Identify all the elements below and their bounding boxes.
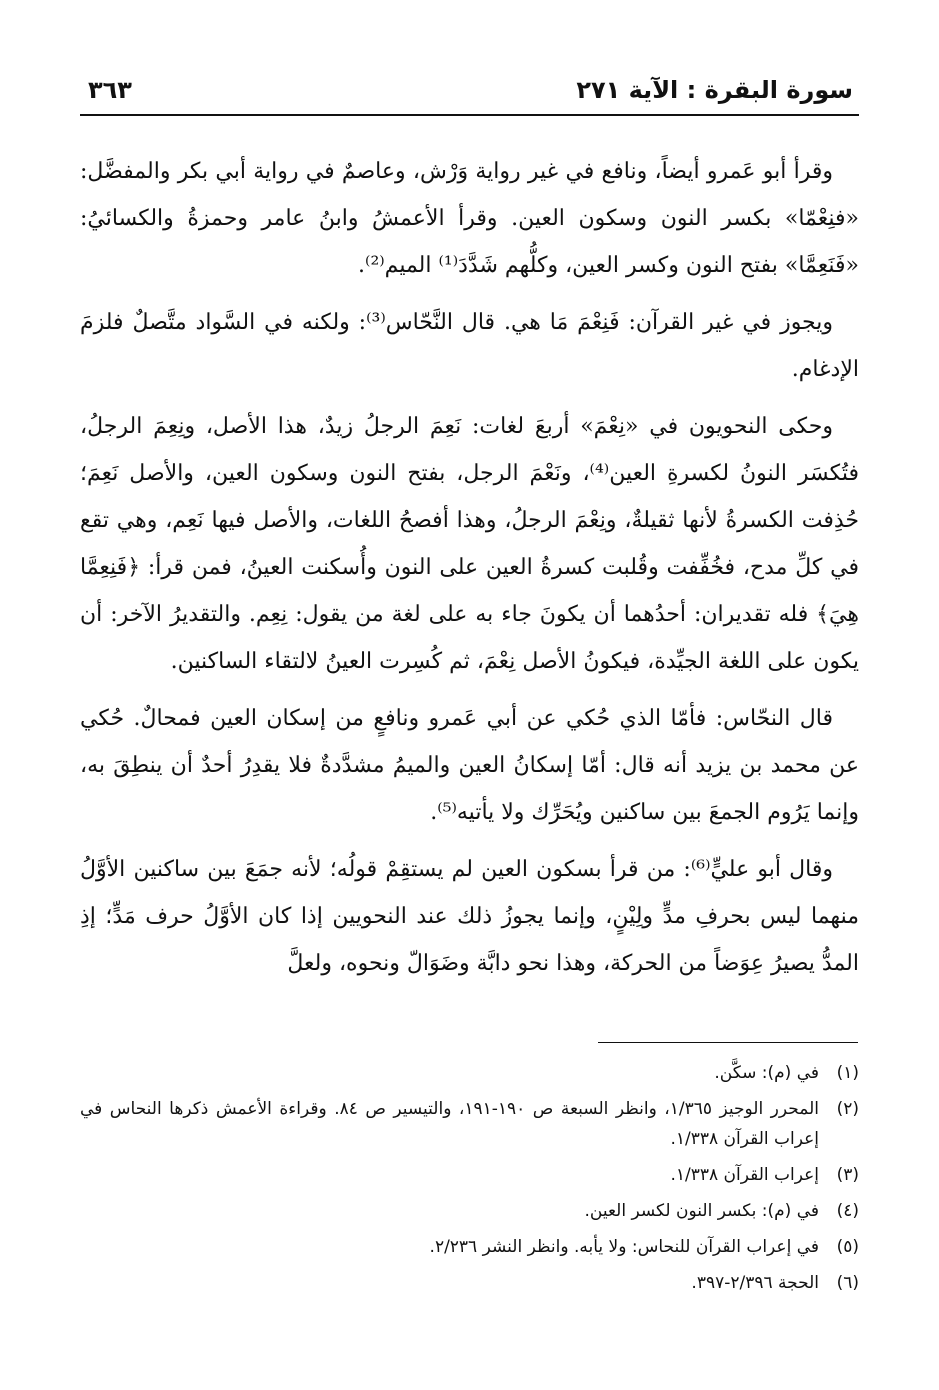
footnote-number: (١) xyxy=(836,1063,859,1083)
paragraph: وقرأ أبو عَمرو أيضاً، ونافع في غير رواية وَرْش، وعاصمٌ في رواية أبي بكر والمفضَّل: «فنِعْمّا» بكسر النون وسكون العين. وقرأ الأعمشُ وابنُ عامر وحمزةُ والكسائيُ: «فَنَعِمَّا» بفتح النون وكسر العين، وكلُّهم شَدَّدَ⁽¹⁾ الميم⁽²⁾. xyxy=(80,159,859,278)
footnote xyxy=(80,1160,859,1190)
footnote-text: المحرر الوجيز ١/٣٦٥، وانظر السبعة ص ١٩٠-١٩١، والتيسير ص ٨٤. وقراءة الأعمش ذكرها النحاس في إعراب القرآن ١/٣٣٨. xyxy=(80,1099,819,1149)
page-header xyxy=(80,70,859,116)
paragraph: وقال أبو عليٍّ⁽⁶⁾: من قرأ بسكون العين لم يستقِمْ قولُه؛ لأنه جمَعَ بين ساكنين الأوَّلُ منهما ليس بحرفِ مدٍّ ولِيْنٍ، وإنما يجوزُ ذلك عند النحويين إذا كان الأوَّلُ حرف مَدٍّ؛ إذِ المدُّ يصيرُ عِوَضاً من الحركة، وهذا نحو دابَّة وضَوَالّ ونحوه، ولعلَّ xyxy=(80,857,859,976)
footnote xyxy=(80,1268,859,1298)
footnote-text: إعراب القرآن ١/٣٣٨. xyxy=(670,1165,819,1185)
footnote-text: في (م): بكسر النون لكسر العين. xyxy=(584,1201,819,1221)
footnote-text: الحجة ٢/٣٩٦-٣٩٧. xyxy=(691,1273,819,1293)
footnote-number: (٦) xyxy=(836,1273,859,1293)
paragraph: وحكى النحويون في «نِعْمَ» أربعَ لغات: نَعِمَ الرجلُ زيدٌ، هذا الأصل، ونِعِمَ الرجلُ، فتُكسَر النونُ لكسرةِ العين⁽⁴⁾، ونَعْمَ الرجل، بفتح النون وسكون العين، والأصل نَعِمَ؛ حُذِفت الكسرةُ لأنها ثقيلةٌ، ونِعْمَ الرجلُ، وهذا أفصحُ اللغات، والأصل فيها نَعِم، وهي تقع في كلِّ مدح، فخُفِّفت وقُلبت كسرةُ العين على النون وأُسكنت العينُ، فمن قرأ: ﴿فَنِعِمَّا هِيَ﴾ فله تقديران: أحدُهما أن يكونَ جاء به على لغة من يقول: نِعِم. والتقديرُ الآخر: أن يكون على اللغة الجيِّدة، فيكونُ الأصل نِعْمَ، ثم كُسِرت العينُ لالتقاء الساكنين. xyxy=(80,414,859,674)
paragraph: ويجوز في غير القرآن: فَنِعْمَ مَا هي. قال النَّحّاس⁽³⁾: ولكنه في السَّواد متَّصلٌ فلزمَ الإدغام. xyxy=(80,310,859,382)
footnote-number: (٢) xyxy=(836,1099,859,1119)
page-number: ٣٦٣ xyxy=(88,76,132,104)
footnote-text: في إعراب القرآن للنحاس: ولا يأبه. وانظر النشر ٢/٢٣٦. xyxy=(429,1237,819,1257)
running-title: سورة البقرة : الآية ٢٧١ xyxy=(576,76,853,104)
footnote-number: (٤) xyxy=(836,1201,859,1221)
footnote-text: في (م): سكَّن. xyxy=(714,1063,819,1083)
paragraph: قال النحّاس: فأمّا الذي حُكي عن أبي عَمرو ونافعٍ من إسكان العين فمحالٌ. حُكي عن محمد بن يزيد أنه قال: أمّا إسكانُ العين والميمُ مشدَّدةٌ فلا يقدِرُ أحدٌ أن ينطِقَ به، وإنما يَرُوم الجمعَ بين ساكنين ويُحَرِّك ولا يأتيه⁽⁵⁾. xyxy=(80,706,859,825)
footnote xyxy=(80,1232,859,1262)
footnote xyxy=(80,1196,859,1226)
footnote xyxy=(80,1058,859,1088)
footnote-divider xyxy=(598,1042,858,1043)
footnotes xyxy=(80,1058,859,1304)
main-text xyxy=(80,148,859,997)
footnote-number: (٥) xyxy=(836,1237,859,1257)
footnote-number: (٣) xyxy=(836,1165,859,1185)
footnote xyxy=(80,1094,859,1154)
